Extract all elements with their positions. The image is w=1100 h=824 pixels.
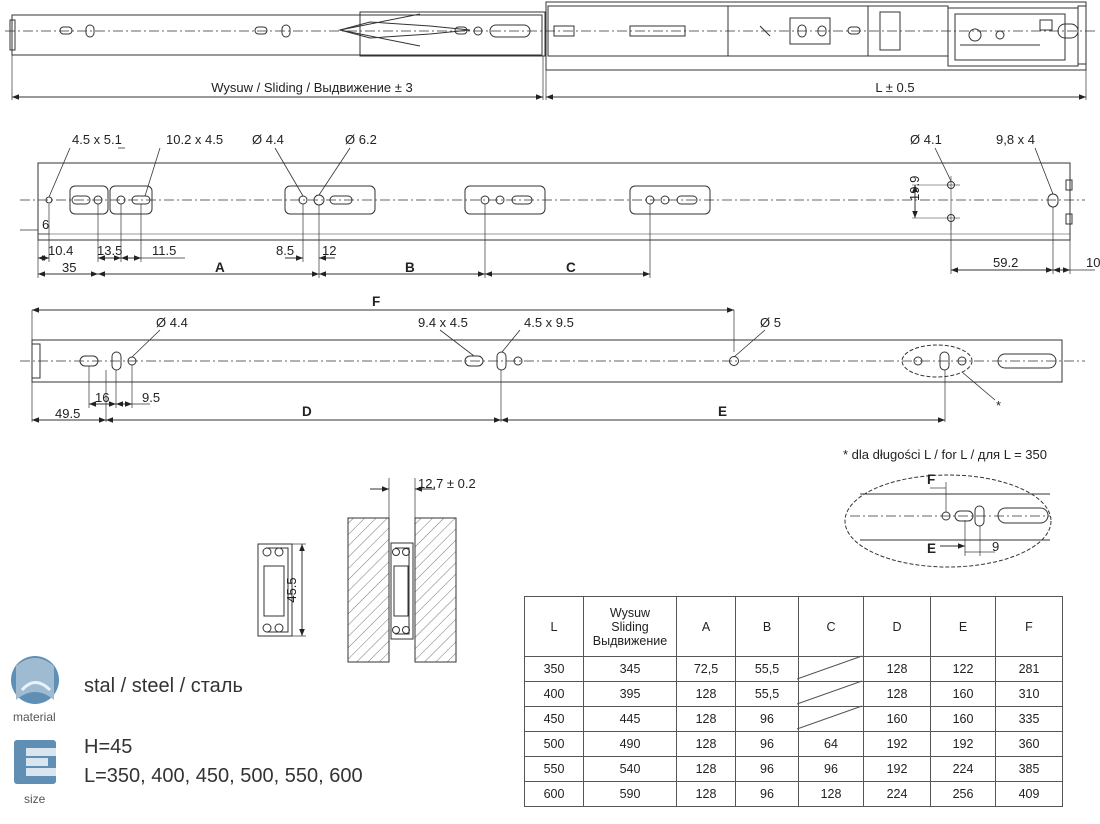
table-row (525, 782, 1063, 807)
cell-E: 122 (931, 657, 996, 682)
cell-D: 160 (864, 707, 931, 732)
cell-E: 224 (931, 757, 996, 782)
cell-C (799, 682, 864, 707)
label-star-note: * dla długości L / for L / для L = 350 (843, 447, 1047, 462)
label-10-2x4-5: 10.2 x 4.5 (166, 132, 224, 147)
cell-E: 160 (931, 682, 996, 707)
cell-L: 600 (525, 782, 584, 807)
size-icon-label: size (24, 792, 46, 806)
cell-A: 128 (677, 782, 736, 807)
label-o5: Ø 5 (760, 315, 781, 330)
label-detail-9: 9 (992, 539, 1000, 554)
cell-C: 96 (799, 757, 864, 782)
label-16: 16 (95, 390, 110, 405)
material-icon-label: material (13, 710, 56, 724)
table-row (525, 657, 1063, 682)
cell-C: 64 (799, 732, 864, 757)
cell-W: 395 (584, 682, 677, 707)
label-9-4x4-5: 9.4 x 4.5 (418, 315, 468, 330)
cell-W: 445 (584, 707, 677, 732)
cell-L: 550 (525, 757, 584, 782)
cell-D: 128 (864, 657, 931, 682)
cell-E: 160 (931, 707, 996, 732)
label-A: A (215, 260, 225, 275)
label-o6-2: Ø 6.2 (345, 132, 377, 147)
label-49-5: 49.5 (55, 406, 81, 421)
label-11-5: 11.5 (152, 243, 177, 258)
label-height-45-5: 45.5 (284, 577, 299, 603)
label-4-5x5-1: 4.5 x 5.1 (72, 132, 122, 147)
cell-F: 385 (996, 757, 1063, 782)
col-D: D (864, 597, 931, 657)
label-E: E (718, 404, 728, 419)
dimensions-table (524, 596, 1063, 807)
label-star: * (996, 398, 1002, 413)
cell-A: 72,5 (677, 657, 736, 682)
col-wysuw-line2: Sliding (611, 619, 649, 634)
cell-A: 128 (677, 682, 736, 707)
cell-C: 128 (799, 782, 864, 807)
label-12: 12 (322, 243, 337, 258)
cell-W: 345 (584, 657, 677, 682)
installed-section (348, 518, 456, 662)
cell-L: 350 (525, 657, 584, 682)
cell-L: 450 (525, 707, 584, 732)
cell-F: 281 (996, 657, 1063, 682)
cell-F: 360 (996, 732, 1063, 757)
cell-A: 128 (677, 757, 736, 782)
label-10: 10 (1086, 255, 1100, 270)
table-row (525, 757, 1063, 782)
label-gap: 12,7 ± 0.2 (418, 476, 476, 491)
label-o4-4-bot: Ø 4.4 (156, 315, 188, 330)
cell-L: 500 (525, 732, 584, 757)
detail-l350 (845, 475, 1051, 567)
cell-E: 192 (931, 732, 996, 757)
col-E: E (931, 597, 996, 657)
label-9-5: 9.5 (142, 390, 161, 405)
label-C: C (566, 260, 576, 275)
label-59-2: 59.2 (993, 255, 1019, 270)
col-F: F (996, 597, 1063, 657)
cell-B: 96 (736, 757, 799, 782)
cell-W: 590 (584, 782, 677, 807)
cell-B: 55,5 (736, 682, 799, 707)
label-6: 6 (42, 217, 50, 232)
cell-B: 55,5 (736, 657, 799, 682)
label-detail-E: E (927, 541, 937, 556)
cell-W: 540 (584, 757, 677, 782)
label-B: B (405, 260, 415, 275)
cell-F: 335 (996, 707, 1063, 732)
cell-B: 96 (736, 732, 799, 757)
cell-F: 310 (996, 682, 1063, 707)
cell-B: 96 (736, 782, 799, 807)
label-4-5x9-5: 4.5 x 9.5 (524, 315, 574, 330)
label-19-9: 19.9 (907, 175, 922, 201)
cell-D: 192 (864, 732, 931, 757)
label-sliding: Wysuw / Sliding / Выдвижение ± 3 (211, 80, 413, 95)
label-o4-4-top: Ø 4.4 (252, 132, 284, 147)
label-detail-F: F (927, 472, 936, 487)
size-icon (14, 740, 56, 784)
cell-W: 490 (584, 732, 677, 757)
cell-L: 400 (525, 682, 584, 707)
col-wysuw-line1: Wysuw (609, 605, 651, 620)
col-B: B (736, 597, 799, 657)
label-35: 35 (62, 260, 77, 275)
col-C: C (799, 597, 864, 657)
material-text: stal / steel / сталь (84, 675, 243, 697)
cell-F: 409 (996, 782, 1063, 807)
label-13-5: 13.5 (97, 243, 123, 258)
col-wysuw (584, 597, 677, 657)
cell-C (799, 657, 864, 682)
col-A: A (677, 597, 736, 657)
col-L: L (525, 597, 584, 657)
cell-D: 128 (864, 682, 931, 707)
label-D: D (302, 404, 312, 419)
label-10-4: 10.4 (48, 243, 74, 258)
col-wysuw-line3: Выдвижение (592, 633, 668, 648)
table-row (525, 707, 1063, 732)
slide-assembly-view (10, 2, 1086, 70)
label-F: F (372, 294, 381, 309)
cell-D: 224 (864, 782, 931, 807)
size-l: L=350, 400, 450, 500, 550, 600 (84, 765, 363, 787)
cell-B: 96 (736, 707, 799, 732)
label-9-8x4: 9,8 x 4 (996, 132, 1036, 147)
table-row (525, 682, 1063, 707)
label-o4-1: Ø 4.1 (910, 132, 942, 147)
label-8-5: 8.5 (276, 243, 295, 258)
label-length: L ± 0.5 (875, 80, 915, 95)
table-row (525, 732, 1063, 757)
material-icon (11, 656, 59, 704)
cell-A: 128 (677, 732, 736, 757)
cell-A: 128 (677, 707, 736, 732)
cell-C (799, 707, 864, 732)
size-h: H=45 (84, 736, 133, 758)
cell-E: 256 (931, 782, 996, 807)
cell-D: 192 (864, 757, 931, 782)
